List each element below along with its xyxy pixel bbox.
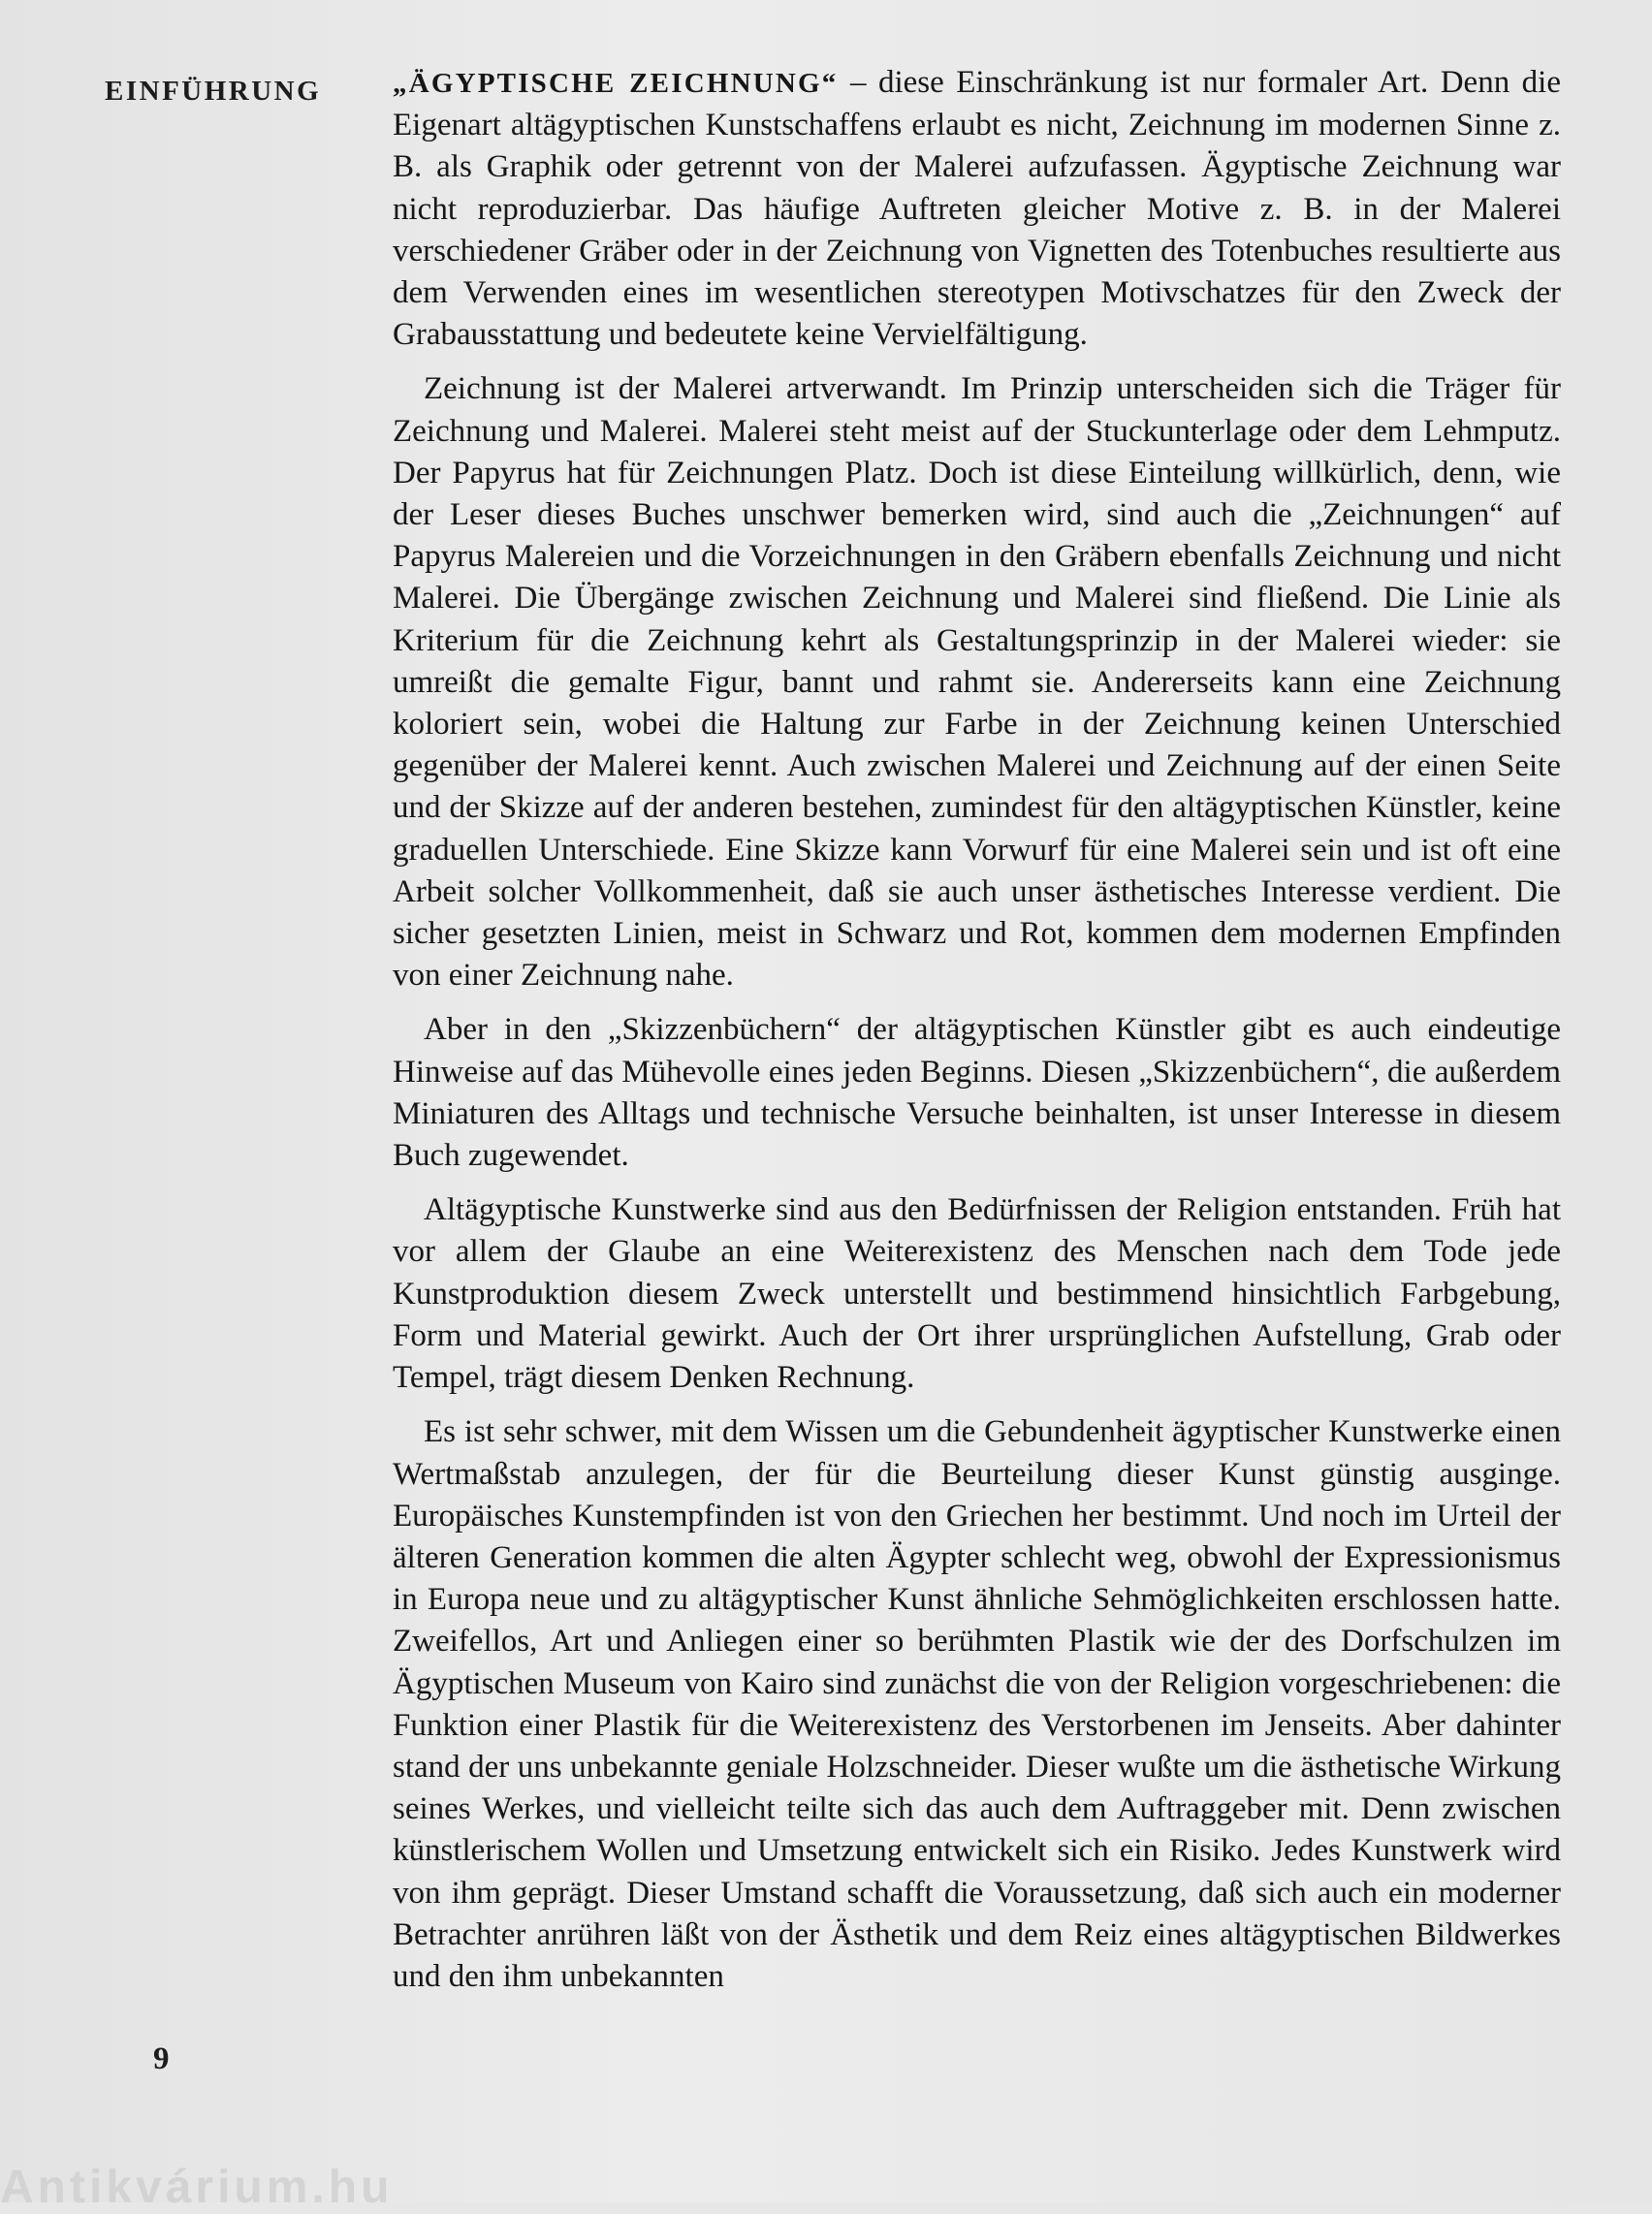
paragraph-1-lead: „ÄGYPTISCHE ZEICHNUNG“: [393, 68, 839, 99]
paragraph-4: Altägyptische Kunstwerke sind aus den Bedürfnissen der Religion entstanden. Früh hat vor allem der Glaube an eine Weiterexistenz des Menschen nach dem Tode jede Kunstproduktion diesem Zweck unterstellt und bestimmend hinsichtlich Farbgebung, Form und Material gewirkt. Auch der Ort ihrer ursprünglichen Aufstellung, Grab oder Tempel, trägt diesem Denken Rechnung.: [393, 1192, 1561, 1396]
paragraph-1-text: – diese Einschränkung ist nur formaler Art. Denn die Eigenart altägyptischen Kunstschaffens erlaubt es nicht, Zeichnung im modernen Sinne z. B. als Graphik oder getrennt von der Malerei aufzufassen. Ägyptische Zeichnung war nicht reproduzierbar. Das häufige Auftreten gleicher Motive z. B. in der Malerei verschiedener Gräber oder in der Zeichnung von Vignetten des Totenbuches resultierte aus dem Verwenden eines im wesentlichen stereotypen Motivschatzes für den Zweck der Grabausstattung und bedeutete keine Vervielfältigung.: [393, 65, 1561, 353]
section-heading: EINFÜHRUNG: [105, 76, 322, 107]
paragraph-1: [393, 62, 1561, 356]
paragraph-3: Aber in den „Skizzenbüchern“ der altägyptischen Künstler gibt es auch eindeutige Hinweise auf das Mühevolle eines jeden Beginns. Diesen „Skizzenbüchern“, die außerdem Miniaturen des Alltags und technische Versuche beinhalten, ist unser Interesse in diesem Buch zugewendet.: [393, 1012, 1561, 1174]
body-text: [393, 62, 1561, 2010]
page-number: 9: [153, 2041, 170, 2076]
paragraph-2: Zeichnung ist der Malerei artverwandt. Im Prinzip unterscheiden sich die Träger für Zeichnung und Malerei. Malerei steht meist auf der Stuckunterlage oder dem Lehmputz. Der Papyrus hat für Zeichnungen Platz. Doch ist diese Einteilung willkürlich, denn, wie der Leser dieses Buches unschwer bemerken wird, sind auch die „Zeichnungen“ auf Papyrus Malereien und die Vorzeichnungen in den Gräbern ebenfalls Zeichnung und nicht Malerei. Die Übergänge zwischen Zeichnung und Malerei sind fließend. Die Linie als Kriterium für die Zeichnung kehrt als Gestaltungsprinzip in der Malerei wieder: sie umreißt die gemalte Figur, bannt und rahmt sie. Andererseits kann eine Zeichnung koloriert sein, wobei die Haltung zur Farbe in der Zeichnung keinen Unterschied gegenüber der Malerei kennt. Auch zwischen Malerei und Zeichnung auf der einen Seite und der Skizze auf der anderen bestehen, zumindest für den altägyptischen Künstler, keine graduellen Unterschiede. Eine Skizze kann Vorwurf für eine Malerei sein und ist oft eine Arbeit solcher Vollkommenheit, daß sie auch unser ästhetisches Interesse verdient. Die sicher gesetzten Linien, meist in Schwarz und Rot, kommen dem modernen Empfinden von einer Zeichnung nahe.: [393, 371, 1561, 994]
watermark: Antikvárium.hu: [0, 2162, 394, 2213]
paragraph-5: Es ist sehr schwer, mit dem Wissen um die Gebundenheit ägyptischer Kunstwerke einen Wertmaßstab anzulegen, der für die Beurteilung dieser Kunst günstig ausginge. Europäisches Kunstempfinden ist von den Griechen her bestimmt. Und noch im Urteil der älteren Generation kommen die alten Ägypter schlecht weg, obwohl der Expressionismus in Europa neue und zu altägyptischer Kunst ähnliche Sehmöglichkeiten erschlossen hatte. Zweifellos, Art und Anliegen einer so berühmten Plastik wie der des Dorfschulzen im Ägyptischen Museum von Kairo sind zunächst die von der Religion vorgeschriebenen: die Funktion einer Plastik für die Weiterexistenz des Verstorbenen im Jenseits. Aber dahinter stand der uns unbekannte geniale Holzschneider. Dieser wußte um die ästhetische Wirkung seines Werkes, und vielleicht teilte sich das auch dem Auftraggeber mit. Denn zwischen künstlerischem Wollen und Umsetzung entwickelt sich ein Risiko. Jedes Kunstwerk wird von ihm geprägt. Dieser Umstand schafft die Voraussetzung, daß sich auch ein moderner Betrachter anrühren läßt von der Ästhetik und dem Reiz eines altägyptischen Bildwerkes und den ihm unbekannten: [393, 1414, 1561, 1994]
